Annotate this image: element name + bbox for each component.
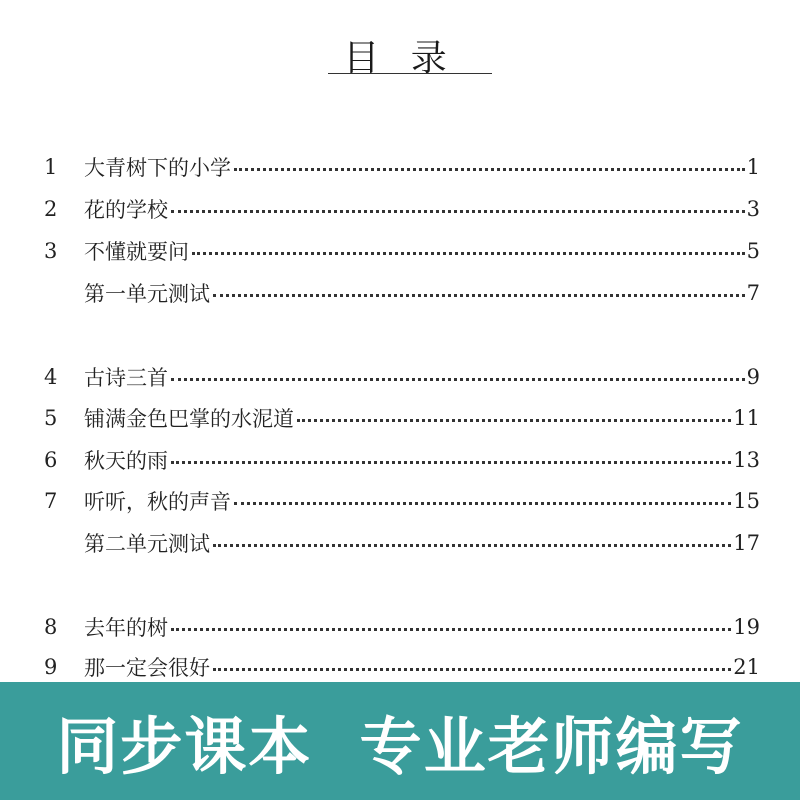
toc-number: 9 [44,655,58,679]
toc-label: 听听，秋的声音 [84,490,231,514]
toc-label: 第一单元测试 [84,282,210,306]
toc-number: 6 [44,448,58,472]
toc-page-number: 15 [733,489,760,513]
toc-page-number: 7 [746,281,760,305]
dot-leader [213,668,731,671]
toc-label: 秋天的雨 [84,449,168,473]
dot-leader [171,378,745,381]
toc-entry[interactable] [40,192,760,226]
toc-page-number: 3 [746,197,760,221]
toc-entry[interactable] [40,360,760,394]
dot-leader [234,168,745,171]
toc-entry[interactable] [40,650,760,684]
toc-entry[interactable] [40,443,760,477]
toc-number: 3 [44,239,58,263]
toc-number: 4 [44,365,58,389]
toc-label: 古诗三首 [84,366,168,390]
dot-leader [234,502,731,505]
dot-leader [297,419,731,422]
toc-entry[interactable] [40,484,760,518]
dot-leader [213,294,745,297]
toc-label: 不懂就要问 [84,240,189,264]
toc-entry[interactable] [40,276,760,310]
toc-entry[interactable] [40,234,760,268]
dot-leader [192,252,745,255]
toc-number: 2 [44,197,58,221]
title-underline [328,73,492,74]
toc-entry[interactable] [40,401,760,435]
dot-leader [171,461,731,464]
dot-leader [171,628,731,631]
dot-leader [213,544,731,547]
toc-page-number: 11 [733,406,760,430]
toc-page-number: 9 [746,365,760,389]
toc-page-number: 1 [746,155,760,179]
toc-page-number: 5 [746,239,760,263]
toc-label: 第二单元测试 [84,532,210,556]
toc-label: 大青树下的小学 [84,156,231,180]
toc-page-number: 13 [733,448,760,472]
page-title: 目 录 [343,38,457,79]
promo-banner [0,682,800,800]
toc-label: 那一定会很好 [84,656,210,680]
dot-leader [171,210,745,213]
toc-page-number: 17 [733,531,760,555]
toc-label: 去年的树 [84,616,168,640]
promo-banner-text: 同步课本 专业老师编写 [56,709,744,783]
toc-number: 1 [44,155,58,179]
toc-label: 铺满金色巴掌的水泥道 [84,407,294,431]
toc-page-number: 19 [733,615,760,639]
toc-number: 5 [44,406,58,430]
toc-entry[interactable] [40,526,760,560]
toc-number: 8 [44,615,58,639]
toc-page-number: 21 [733,655,760,679]
toc-label: 花的学校 [84,198,168,222]
toc-number: 7 [44,489,58,513]
toc-entry[interactable] [40,150,760,184]
toc-entry[interactable] [40,610,760,644]
